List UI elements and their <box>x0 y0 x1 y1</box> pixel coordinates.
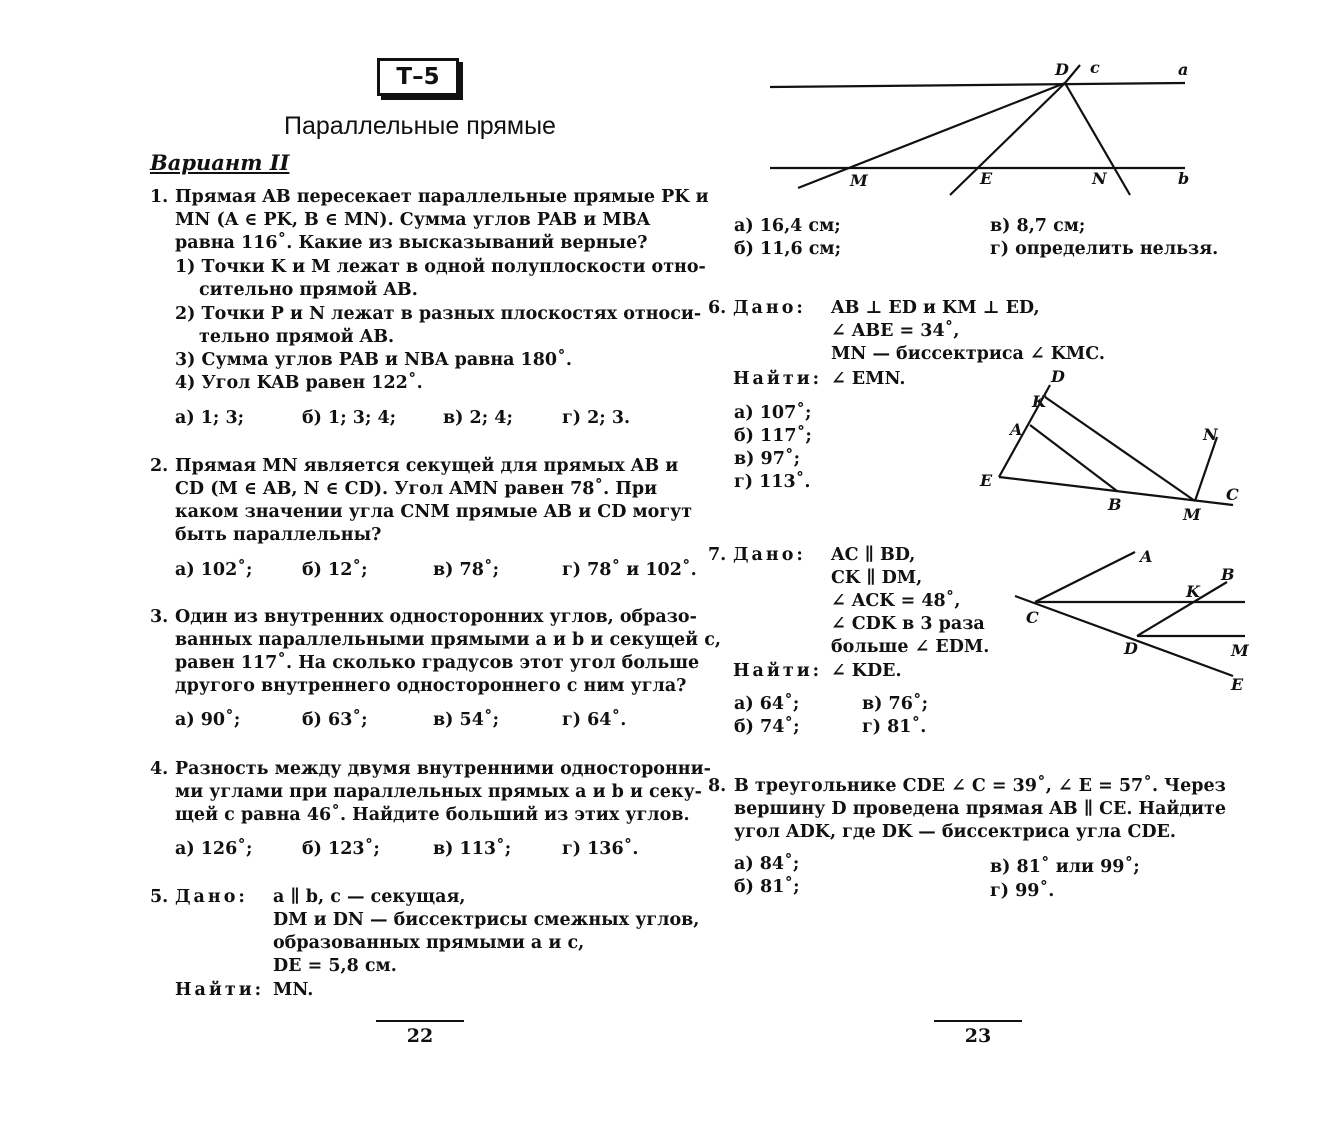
q4-line-2: ми углами при параллельных прямых a и b и секу- <box>175 782 702 802</box>
q7-find-label: Найти: <box>733 661 823 681</box>
q4-option-a[interactable]: а) 126˚; <box>175 839 253 859</box>
q2-option-b[interactable]: б) 12˚; <box>302 560 368 580</box>
q3-number: 3. <box>150 607 169 627</box>
q8-option-b[interactable]: б) 81˚; <box>734 877 800 897</box>
q5-find: MN. <box>273 980 314 1000</box>
q6-option-a[interactable]: а) 107˚; <box>734 403 812 423</box>
q6-option-b[interactable]: б) 117˚; <box>734 426 812 446</box>
label-A: A <box>1010 420 1023 439</box>
q7-option-c[interactable]: в) 76˚; <box>862 694 929 714</box>
label-C: C <box>1026 608 1039 627</box>
q8-option-d[interactable]: г) 99˚. <box>990 881 1055 901</box>
q8-line-3: угол ADK, где DK — биссектриса угла CDE. <box>734 822 1176 842</box>
bisector-dm <box>950 83 1065 195</box>
q1-line-2: MN (A ∈ PK, B ∈ MN). Сумма углов PAB и MBA <box>175 210 651 230</box>
label-B: B <box>1221 565 1235 584</box>
label-D: D <box>1051 367 1065 386</box>
q5-number: 5. <box>150 887 169 907</box>
q2-line-3: каком значении угла CNM прямые AB и CD могут <box>175 502 693 522</box>
q3-line-3: равен 117˚. На сколько градусов этот угол больше <box>175 653 700 673</box>
q1-statement-3: 3) Сумма углов PAB и NBA равна 180˚. <box>175 350 572 370</box>
q5-option-b[interactable]: б) 11,6 см; <box>734 239 842 259</box>
q5-option-c[interactable]: в) 8,7 см; <box>990 216 1086 236</box>
line-a <box>770 83 1185 87</box>
q2-line-2: CD (M ∈ AB, N ∈ CD). Угол AMN равен 78˚. При <box>175 479 658 499</box>
label-D: D <box>1055 60 1069 79</box>
label-M: M <box>850 171 868 190</box>
q4-option-b[interactable]: б) 123˚; <box>302 839 380 859</box>
q2-option-d[interactable]: г) 78˚ и 102˚. <box>562 560 697 580</box>
page-number-right: 23 <box>934 1020 1022 1047</box>
q7-find: ∠ KDE. <box>831 661 902 681</box>
q7-option-b[interactable]: б) 74˚; <box>734 717 800 737</box>
label-b: b <box>1178 169 1190 188</box>
label-E: E <box>1231 675 1244 694</box>
q6-figure <box>975 365 1245 530</box>
q4-line-3: щей c равна 46˚. Найдите больший из этих углов. <box>175 805 690 825</box>
label-C: C <box>1226 485 1239 504</box>
line-c <box>798 83 1065 188</box>
q2-number: 2. <box>150 456 169 476</box>
q1-statement-1b: сительно прямой AB. <box>199 280 418 300</box>
q6-given-1: AB ⊥ ED и KM ⊥ ED, <box>831 298 1040 318</box>
label-a: a <box>1178 60 1189 79</box>
test-badge: Т–5 <box>377 58 459 96</box>
q5-given-2: DM и DN — биссектрисы смежных углов, <box>273 910 700 930</box>
ray-DB <box>1137 582 1227 636</box>
q6-given-3: MN — биссектриса ∠ KMC. <box>831 344 1105 364</box>
q5-option-d[interactable]: г) определить нельзя. <box>990 239 1219 259</box>
q4-line-1: Разность между двумя внутренними односторонни- <box>175 759 711 779</box>
q3-option-a[interactable]: а) 90˚; <box>175 710 241 730</box>
q5-given-3: образованных прямыми a и c, <box>273 933 585 953</box>
q6-given-2: ∠ ABE = 34˚, <box>831 321 960 341</box>
q1-statement-4: 4) Угол KAB равен 122˚. <box>175 373 423 393</box>
q8-line-1: В треугольнике CDE ∠ C = 39˚, ∠ E = 57˚. Через <box>734 776 1226 796</box>
label-M: M <box>1183 505 1201 524</box>
q5-given-1: a ∥ b, c — секущая, <box>273 887 466 907</box>
q3-line-2: ванных параллельными прямыми a и b и секущей c, <box>175 630 721 650</box>
q1-statement-2b: тельно прямой AB. <box>199 327 395 347</box>
label-K: K <box>1186 582 1200 601</box>
q6-given-label: Дано: <box>733 298 806 318</box>
label-B: B <box>1108 495 1122 514</box>
label-N: N <box>1092 169 1107 188</box>
q1-line-1: Прямая AB пересекает параллельные прямые PK и <box>175 187 709 207</box>
q7-figure <box>1005 540 1260 700</box>
q2-line-4: быть параллельны? <box>175 525 382 545</box>
q4-option-d[interactable]: г) 136˚. <box>562 839 639 859</box>
label-N: N <box>1203 425 1218 444</box>
q4-number: 4. <box>150 759 169 779</box>
q6-option-c[interactable]: в) 97˚; <box>734 449 801 469</box>
q5-find-label: Найти: <box>175 980 265 1000</box>
q6-find: ∠ EMN. <box>831 369 906 389</box>
q2-option-c[interactable]: в) 78˚; <box>433 560 500 580</box>
q1-number: 1. <box>150 187 169 207</box>
label-M: M <box>1231 641 1249 660</box>
q2-line-1: Прямая MN является секущей для прямых AB и <box>175 456 679 476</box>
q8-option-c[interactable]: в) 81˚ или 99˚; <box>990 857 1140 877</box>
q1-statement-2a: 2) Точки P и N лежат в разных плоскостях относи- <box>175 304 702 324</box>
q5-option-a[interactable]: а) 16,4 см; <box>734 216 841 236</box>
q3-option-b[interactable]: б) 63˚; <box>302 710 368 730</box>
q1-option-a[interactable]: а) 1; 3; <box>175 408 245 428</box>
q3-line-4: другого внутреннего одностороннего с ним угла? <box>175 676 687 696</box>
q1-option-c[interactable]: в) 2; 4; <box>443 408 513 428</box>
q7-given-4: ∠ CDK в 3 раза <box>831 614 985 634</box>
q7-given-2: CK ∥ DM, <box>831 568 923 588</box>
q7-option-a[interactable]: а) 64˚; <box>734 694 800 714</box>
label-K: K <box>1032 392 1046 411</box>
q1-line-3: равна 116˚. Какие из высказываний верные? <box>175 233 648 253</box>
segment-MN <box>1195 437 1217 501</box>
q7-given-1: AC ∥ BD, <box>831 545 916 565</box>
q3-option-d[interactable]: г) 64˚. <box>562 710 627 730</box>
q1-statement-1a: 1) Точки K и M лежат в одной полуплоскости отно- <box>175 257 706 277</box>
page-number-left: 22 <box>376 1020 464 1047</box>
q6-number: 6. <box>708 298 727 318</box>
segment-AB <box>1030 425 1117 491</box>
page-title: Параллельные прямые <box>284 112 556 140</box>
label-E: E <box>980 471 993 490</box>
q7-number: 7. <box>708 545 727 565</box>
q6-option-d[interactable]: г) 113˚. <box>734 472 811 492</box>
q5-given-label: Дано: <box>175 887 248 907</box>
label-E: E <box>980 169 993 188</box>
q2-option-a[interactable]: а) 102˚; <box>175 560 253 580</box>
variant-heading: Вариант II <box>150 150 290 175</box>
q1-option-d[interactable]: г) 2; 3. <box>562 408 631 428</box>
label-A: A <box>1140 547 1153 566</box>
q3-line-1: Один из внутренних односторонних углов, образо- <box>175 607 697 627</box>
q4-option-c[interactable]: в) 113˚; <box>433 839 512 859</box>
q1-option-b[interactable]: б) 1; 3; 4; <box>302 408 397 428</box>
q8-option-a[interactable]: а) 84˚; <box>734 854 800 874</box>
q7-given-label: Дано: <box>733 545 806 565</box>
q7-given-5: больше ∠ EDM. <box>831 637 990 657</box>
q8-number: 8. <box>708 776 727 796</box>
q8-line-2: вершину D проведена прямая AB ∥ CE. Найдите <box>734 799 1227 819</box>
q6-find-label: Найти: <box>733 369 823 389</box>
q5-given-4: DE = 5,8 см. <box>273 956 397 976</box>
q7-option-d[interactable]: г) 81˚. <box>862 717 927 737</box>
q5-figure <box>760 55 1220 200</box>
ray-CA <box>1035 552 1135 602</box>
label-D: D <box>1124 639 1138 658</box>
q3-option-c[interactable]: в) 54˚; <box>433 710 500 730</box>
q7-given-3: ∠ ACK = 48˚, <box>831 591 961 611</box>
label-c: c <box>1090 58 1100 77</box>
